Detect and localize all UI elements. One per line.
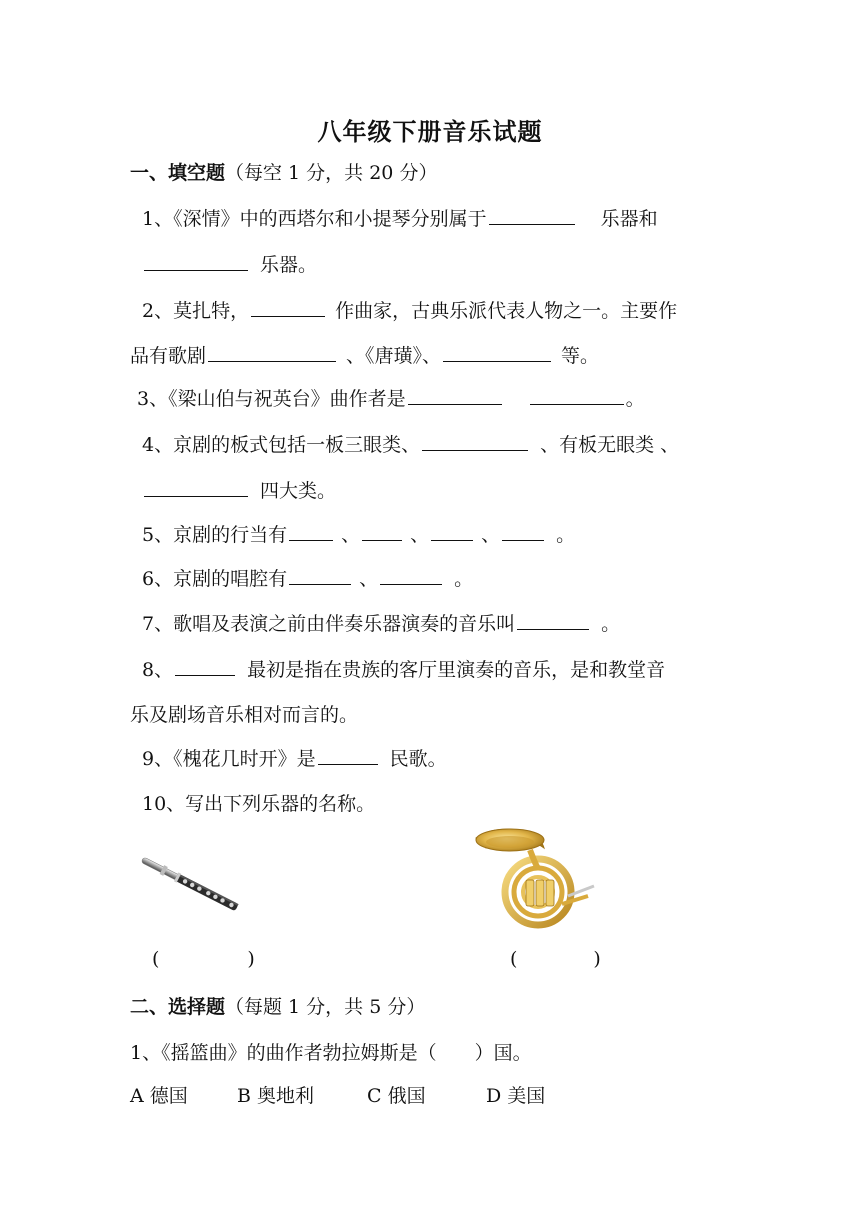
q2-text-5: 等。 [561,345,600,367]
q1-text-2: 乐器和 [600,208,658,230]
question-1-line1 [142,206,658,232]
question-1-line2 [142,252,317,278]
french-horn-image [472,826,602,932]
mc-question-1 [130,1040,532,1066]
q8-text-2: 最初是指在贵族的客厅里演奏的音乐，是和教堂音 [247,659,666,681]
q9-text: 9、《槐花几时开》是 [142,748,316,770]
q4-text-2: 、有板无眼类 、 [540,434,680,456]
q5-text: 5、京剧的行当有 [142,524,288,546]
option-d-label: D 美国 [486,1085,546,1107]
page-title: 八年级下册音乐试题 [317,117,543,146]
section2-heading [130,994,425,1020]
section1-title: 一、填空题 [130,162,226,184]
paren-open-1: ( [152,948,160,970]
q1-blank-2[interactable] [144,252,248,271]
question-5 [142,522,575,548]
question-3 [137,386,645,412]
q7-end: 。 [601,613,621,635]
question-10 [142,791,375,817]
question-9 [142,746,447,772]
q9-blank[interactable] [318,746,378,765]
q8-text-3: 乐及剧场音乐相对而言的。 [130,704,359,726]
paren-close-1: ) [247,948,255,970]
q8-blank[interactable] [175,657,235,676]
q2-text-4: 、《唐璜》、 [346,345,442,367]
q5-blank-4[interactable] [502,522,544,541]
section2-title: 二、选择题 [130,996,226,1018]
question-6 [142,566,473,592]
mc-option-a[interactable] [130,1083,188,1109]
q5-sep-2: 、 [410,524,430,546]
question-4-line1 [142,432,679,458]
q2-blank-3[interactable] [443,343,551,362]
q2-text-3: 品有歌剧 [130,345,207,367]
q4-blank-2[interactable] [144,478,248,497]
question-4-line2 [142,478,336,504]
q2-blank-1[interactable] [251,298,325,317]
section1-heading [130,160,437,186]
mc-option-c[interactable] [367,1083,426,1109]
q6-blank-1[interactable] [289,566,351,585]
question-8-line2 [130,702,358,728]
q5-sep-1: 、 [341,524,361,546]
option-a-label: A 德国 [130,1085,188,1107]
q7-blank[interactable] [517,611,589,630]
q5-end: 。 [556,524,576,546]
q6-text: 6、京剧的唱腔有 [142,568,288,590]
paren-open-2: ( [510,948,518,970]
mc-option-b[interactable] [237,1083,314,1109]
mc-q1-text: 1、《摇篮曲》的曲作者勃拉姆斯是（ ）国。 [130,1042,532,1064]
question-8-line1 [142,657,665,683]
option-c-label: C 俄国 [367,1085,426,1107]
q3-blank-2[interactable] [530,386,624,405]
q7-text: 7、歌唱及表演之前由伴奏乐器演奏的音乐叫 [142,613,516,635]
q5-blank-1[interactable] [289,522,333,541]
q5-sep-3: 、 [481,524,501,546]
q9-end: 民歌。 [389,748,447,770]
q2-text: 2、莫扎特， [142,300,250,322]
q3-text: 3、《梁山伯与祝英台》曲作者是 [137,388,406,410]
question-2-line1 [142,298,677,324]
q2-blank-2[interactable] [208,343,336,362]
section1-note: （每空 1 分，共 20 分） [225,162,438,184]
q3-text-2: 。 [625,388,645,410]
q1-text-3: 乐器。 [260,254,318,276]
q6-sep: 、 [359,568,379,590]
flute-image [134,850,246,920]
question-2-line2 [130,343,599,369]
q5-blank-3[interactable] [431,522,473,541]
answer-paren-2[interactable] [510,948,601,970]
paren-close-2: ) [593,948,601,970]
q6-blank-2[interactable] [380,566,442,585]
q4-text: 4、京剧的板式包括一板三眼类、 [142,434,421,456]
section2-note: （每题 1 分，共 5 分） [225,996,426,1018]
q3-blank-1[interactable] [408,386,502,405]
q5-blank-2[interactable] [362,522,402,541]
q2-text-2: 作曲家，古典乐派代表人物之一。主要作 [335,300,678,322]
q4-blank-1[interactable] [422,432,528,451]
q6-end: 。 [454,568,474,590]
mc-option-d[interactable] [486,1083,545,1109]
q1-blank-1[interactable] [489,206,575,225]
q4-text-3: 四大类。 [260,480,337,502]
option-b-label: B 奥地利 [237,1085,315,1107]
question-7 [142,611,620,637]
q8-text: 8、 [142,659,174,681]
answer-paren-1[interactable] [152,948,255,970]
q10-text: 10、写出下列乐器的名称。 [142,793,376,815]
q1-text: 1、《深情》中的西塔尔和小提琴分别属于 [142,208,487,230]
